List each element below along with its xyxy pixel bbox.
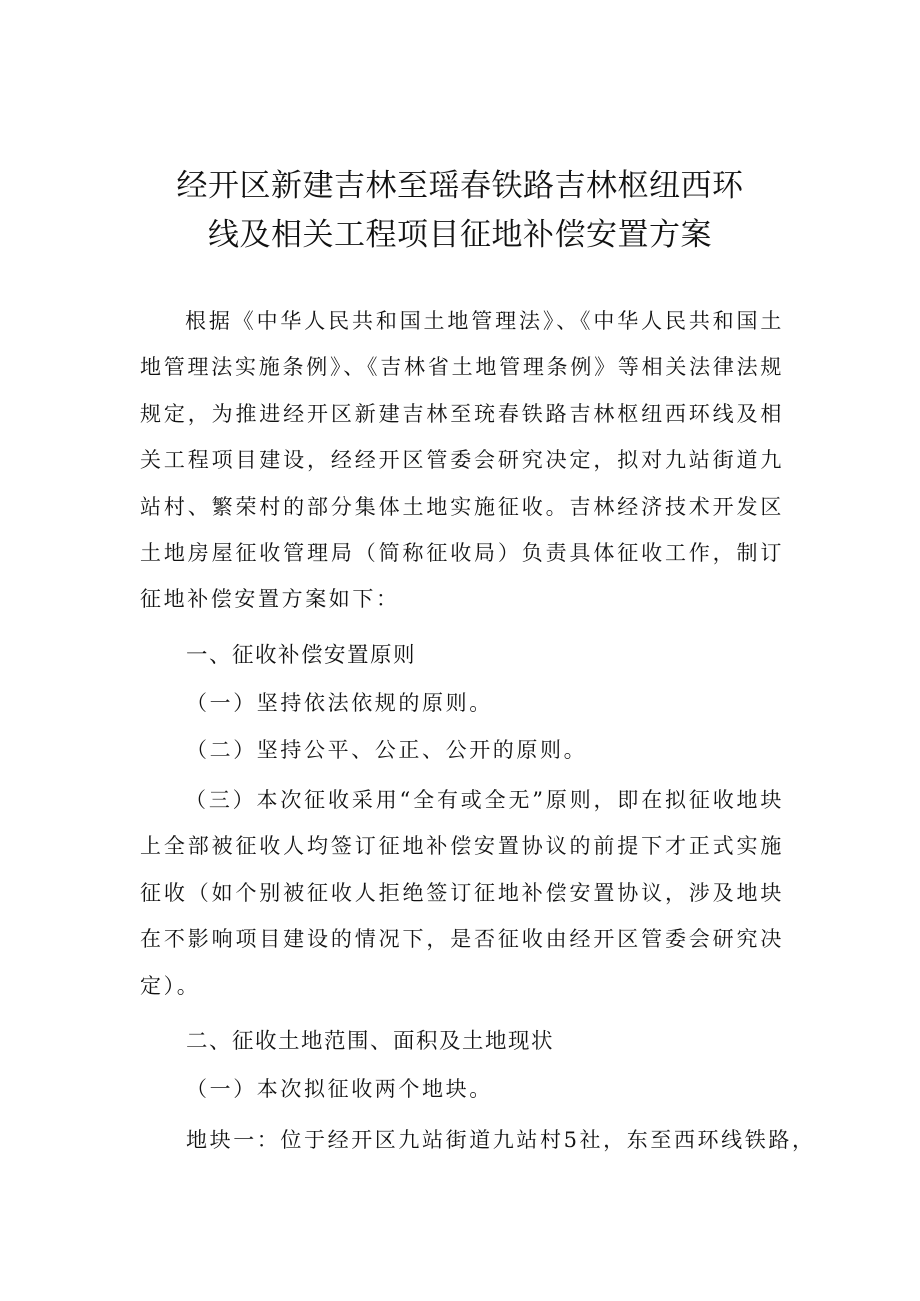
section-2-plot-1: 地块一：位于经开区九站街道九站村5社，东至西环线铁路， — [186, 1128, 816, 1152]
section-1-item-1: （一）坚持依法依规的原则。 — [186, 691, 493, 715]
document-title-line-2: 线及相关工程项目征地补偿安置方案 — [208, 217, 712, 253]
section-1-item-3: （三）本次征收采用“全有或全无”原则，即在拟征收地块上全部被征收人均签订征地补偿安置协议的前提下才正式实施征收（如个别被征收人拒绝签订征地补偿安置协议，涉及地块在不影响项目建设的情况下，是否征收由经开区管委会研究决定）。 — [140, 788, 784, 998]
document-title-line-1: 经开区新建吉林至瑶春铁路吉林枢纽西环 — [176, 168, 744, 204]
section-2-heading: 二、征收土地范围、面积及土地现状 — [186, 1029, 555, 1054]
section-2-item-1: （一）本次拟征收两个地块。 — [186, 1077, 493, 1101]
section-1-item-2: （二）坚持公平、公正、公开的原则。 — [186, 738, 588, 762]
section-1-heading: 一、征收补偿安置原则 — [186, 643, 417, 668]
intro-paragraph: 根据《中华人民共和国土地管理法》、《中华人民共和国土地管理法实施条例》、《吉林省土地管理条例》等相关法律法规规定，为推进经开区新建吉林至珫春铁路吉林枢纽西环线及相关工程项目建设，经经开区管委会研究决定，拟对九站街道九站村、繁荣村的部分集体土地实施征收。吉林经济技术开发区土地房屋征收管理局（简称征收局）负责具体征收工作，制订征地补偿安置方案如下： — [140, 309, 784, 612]
